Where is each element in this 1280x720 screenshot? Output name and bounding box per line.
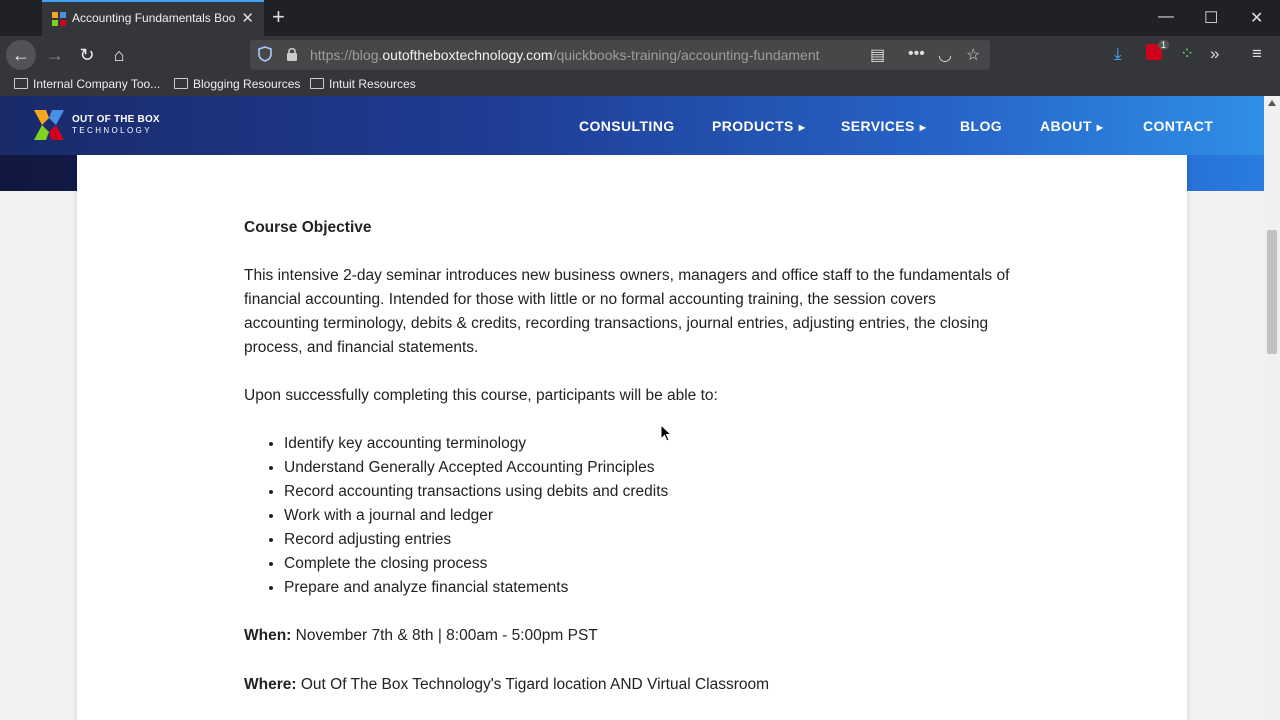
bookmark-internal-tools[interactable]: Internal Company Too... — [14, 77, 160, 91]
shield-icon[interactable] — [258, 46, 272, 62]
intro-paragraph: This intensive 2-day seminar introduces new business owners, managers and office staff to the fundamentals of financial accounting. Intended for those with little or no formal accounting training, the session covers accounting terminology, debits & credits, recording transactions, journal entries, adjusting entries, the closing process, and financial statements. — [244, 267, 1010, 356]
nav-about[interactable]: ABOUT ▶ — [1040, 118, 1104, 134]
nav-services[interactable]: SERVICES ▶ — [841, 118, 927, 134]
section-heading: Course Objective — [244, 219, 372, 236]
site-header — [0, 96, 1264, 155]
nav-consulting[interactable]: CONSULTING — [579, 118, 675, 134]
when-line — [244, 624, 1014, 648]
address-bar[interactable] — [250, 40, 990, 70]
minimize-icon[interactable]: — — [1158, 8, 1174, 25]
where-line — [244, 673, 1014, 697]
page-scrollbar[interactable] — [1264, 96, 1280, 720]
close-window-icon[interactable]: ✕ — [1250, 10, 1264, 27]
list-item: • Understand Generally Accepted Accounting Principles — [284, 456, 1014, 480]
logo-subtext: TECHNOLOGY — [72, 126, 153, 135]
reload-button[interactable]: ↻ — [79, 45, 95, 65]
tab-bar — [0, 0, 1280, 36]
article-body — [244, 216, 1014, 720]
list-item: • Complete the closing process — [284, 552, 1014, 576]
new-tab-button[interactable]: + — [272, 4, 285, 29]
list-item: • Record accounting transactions using debits and credits — [284, 480, 1014, 504]
reader-view-icon[interactable]: ▤ — [870, 47, 886, 64]
url-text[interactable]: https://blog.outoftheboxtechnology.com/quickbooks-training/accounting-fundament — [310, 47, 820, 63]
logo-mark-icon — [32, 108, 66, 142]
list-item: • Work with a journal and ledger — [284, 504, 1014, 528]
site-logo[interactable] — [32, 108, 172, 142]
tab-active[interactable] — [42, 0, 264, 36]
bookmark-intuit-resources[interactable]: Intuit Resources — [310, 77, 416, 91]
nav-contact[interactable]: CONTACT — [1143, 118, 1214, 134]
extension-badge: 1 — [1158, 40, 1169, 50]
extension-dots-icon[interactable]: ⁘ — [1180, 44, 1195, 63]
when-label: When: — [244, 627, 292, 644]
folder-icon — [14, 78, 28, 89]
menu-hamburger-icon[interactable]: ≡ — [1252, 44, 1262, 63]
caret-right-icon: ▶ — [798, 123, 806, 132]
scroll-up-icon[interactable] — [1268, 100, 1276, 106]
list-item: • Prepare and analyze financial statements — [284, 576, 1014, 600]
folder-icon — [310, 78, 324, 89]
bookmarks-toolbar — [0, 74, 1280, 96]
when-value: November 7th & 8th | 8:00am - 5:00pm PST — [291, 627, 598, 644]
maximize-icon[interactable]: ☐ — [1204, 10, 1219, 27]
tab-title: Accounting Fundamentals Boo — [72, 11, 236, 25]
pocket-icon[interactable]: ◡ — [938, 47, 952, 64]
objectives-lead: Upon successfully completing this course, participants will be able to: — [244, 387, 718, 404]
nav-blog[interactable]: BLOG — [960, 118, 1003, 134]
page-actions-icon[interactable]: ••• — [908, 45, 925, 62]
lock-icon[interactable] — [286, 47, 298, 61]
forward-button[interactable]: → — [46, 45, 64, 65]
list-item: • Record adjusting entries — [284, 528, 1014, 552]
list-item: • Identify key accounting terminology — [284, 432, 1014, 456]
bookmark-star-icon[interactable]: ☆ — [966, 47, 981, 64]
close-tab-icon[interactable]: ✕ — [241, 10, 254, 27]
where-label: Where: — [244, 676, 297, 693]
logo-text: OUT OF THE BOX — [72, 114, 160, 125]
bookmark-blogging-resources[interactable]: Blogging Resources — [174, 77, 300, 91]
web-page — [0, 96, 1264, 720]
caret-right-icon: ▶ — [919, 123, 927, 132]
back-button[interactable]: ← — [6, 40, 36, 70]
navigation-toolbar — [0, 36, 1280, 74]
mouse-cursor-icon — [660, 424, 672, 442]
downloads-icon[interactable]: ⤓ — [1114, 44, 1122, 63]
caret-right-icon: ▶ — [1096, 123, 1104, 132]
folder-icon — [174, 78, 188, 89]
site-favicon-icon — [52, 12, 66, 26]
objectives-list — [244, 432, 1014, 600]
where-value: Out Of The Box Technology's Tigard location AND Virtual Classroom — [296, 676, 770, 693]
nav-products[interactable]: PRODUCTS ▶ — [712, 118, 806, 134]
scroll-thumb[interactable] — [1267, 230, 1277, 354]
overflow-chevron-icon[interactable]: » — [1210, 44, 1220, 63]
home-button[interactable]: ⌂ — [113, 45, 125, 65]
